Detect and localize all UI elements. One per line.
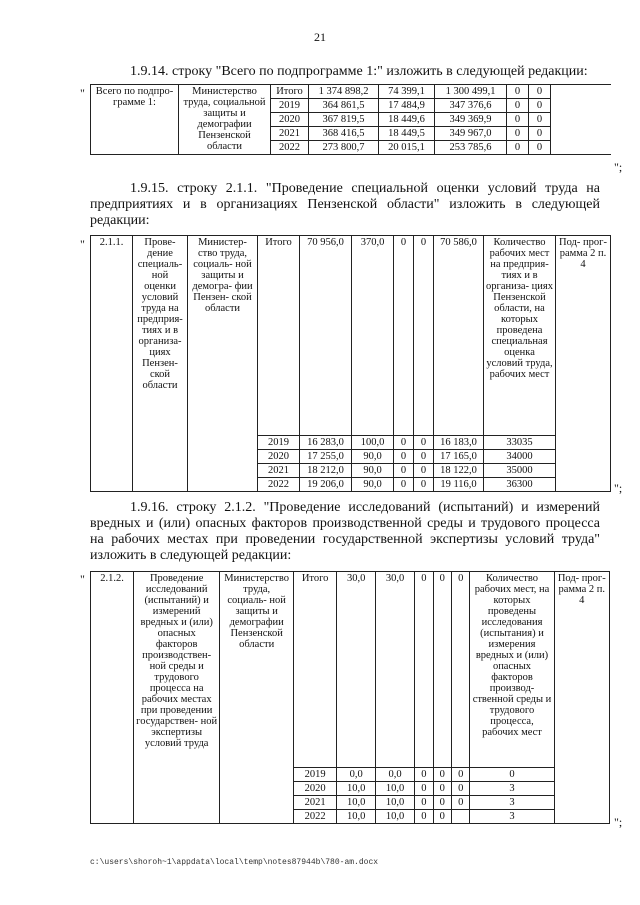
table-cell: 347 376,6 bbox=[435, 99, 507, 113]
table-cell: Итого bbox=[271, 85, 309, 99]
table-cell: 0 bbox=[507, 141, 529, 155]
table-cell: 35000 bbox=[484, 464, 556, 478]
table-cell: 0 bbox=[529, 141, 551, 155]
heading-1-9-16: 1.9.16. строку 2.1.2. "Проведение исследований (испытаний) и измерений вредных и (или) опасных факторов производственной среды и трудового процесса на рабочих местах при проведении государственной экспертизы условий труда" изложить в следующей редакции: bbox=[90, 500, 600, 563]
table-cell: 0 bbox=[394, 450, 414, 464]
table-cell: 19 206,0 bbox=[300, 478, 352, 492]
table-cell: 0 bbox=[452, 782, 470, 796]
table-cell: 0 bbox=[507, 127, 529, 141]
table-cell: 2019 bbox=[294, 768, 337, 782]
table-cell: 2020 bbox=[271, 113, 309, 127]
table-cell: Итого bbox=[258, 236, 300, 436]
table-cell: 2021 bbox=[271, 127, 309, 141]
table-cell: 0 bbox=[470, 768, 554, 782]
indicator-cell: Количество рабочих мест на предприя- тиях и в организа- циях Пензенской области, на которых проведена специальная оценка условий труда, рабочих мест bbox=[484, 236, 556, 436]
table-subprogram-total bbox=[90, 84, 611, 155]
close-quote: "; bbox=[614, 160, 623, 174]
table-cell: 0 bbox=[414, 464, 434, 478]
table-row-2-1-1 bbox=[90, 235, 611, 492]
table-cell: 370,0 bbox=[352, 236, 394, 436]
table-cell: 0 bbox=[415, 572, 433, 768]
table-cell: 1 374 898,2 bbox=[309, 85, 379, 99]
table-cell: 30,0 bbox=[337, 572, 376, 768]
table-cell: 0 bbox=[394, 464, 414, 478]
table-cell: 0 bbox=[433, 782, 451, 796]
table-cell: 2021 bbox=[294, 796, 337, 810]
table-row bbox=[91, 236, 611, 436]
table-cell: 0 bbox=[415, 768, 433, 782]
page-number: 21 bbox=[314, 30, 326, 44]
table-cell: 0 bbox=[414, 436, 434, 450]
table-row bbox=[91, 85, 611, 99]
program-cell: Под- прог- рамма 2 п. 4 bbox=[556, 236, 611, 492]
table-cell: 0 bbox=[394, 478, 414, 492]
table-cell: 70 956,0 bbox=[300, 236, 352, 436]
table-cell: 2020 bbox=[294, 782, 337, 796]
table-cell: 10,0 bbox=[337, 796, 376, 810]
table-cell: 90,0 bbox=[352, 478, 394, 492]
code-cell: 2.1.1. bbox=[91, 236, 133, 492]
code-cell: 2.1.2. bbox=[91, 572, 134, 824]
table-cell: 0 bbox=[507, 99, 529, 113]
table-cell: 70 586,0 bbox=[434, 236, 484, 436]
table-cell: 0 bbox=[394, 236, 414, 436]
table-cell: 0 bbox=[507, 113, 529, 127]
table-row bbox=[91, 572, 610, 768]
table-cell: 0 bbox=[414, 236, 434, 436]
table-cell: 0 bbox=[529, 99, 551, 113]
open-quote: " bbox=[80, 237, 85, 251]
table-cell: 3 bbox=[470, 810, 554, 824]
table-cell: 0 bbox=[452, 572, 470, 768]
table-cell: 16 283,0 bbox=[300, 436, 352, 450]
table-cell: 0 bbox=[433, 572, 451, 768]
table-cell: 2022 bbox=[294, 810, 337, 824]
table-cell: 17 255,0 bbox=[300, 450, 352, 464]
table-cell: 0 bbox=[415, 796, 433, 810]
table-cell: 18 449,5 bbox=[379, 127, 435, 141]
table-cell: 20 015,1 bbox=[379, 141, 435, 155]
open-quote: " bbox=[80, 86, 85, 100]
footer-file-path: c:\users\shoroh~1\appdata\local\temp\notes87944b\780-am.docx bbox=[90, 858, 379, 867]
table-cell: 10,0 bbox=[376, 796, 415, 810]
close-quote: "; bbox=[614, 815, 623, 829]
table-cell: 3 bbox=[470, 796, 554, 810]
heading-1-9-15: 1.9.15. строку 2.1.1. "Проведение специальной оценки условий труда на предприятиях и в организациях Пензенской области" изложить в следующей редакции: bbox=[90, 181, 600, 228]
table-cell: 18 212,0 bbox=[300, 464, 352, 478]
table-cell: 33035 bbox=[484, 436, 556, 450]
table-cell: 10,0 bbox=[376, 810, 415, 824]
table-cell: 0,0 bbox=[376, 768, 415, 782]
table-cell: 16 183,0 bbox=[434, 436, 484, 450]
table-cell: 0 bbox=[394, 436, 414, 450]
name-cell: Прове- дение специаль- ной оценки условий труда на предприя- тиях и в организа- циях Пензен- ской области bbox=[133, 236, 188, 492]
table-cell: 10,0 bbox=[337, 810, 376, 824]
ministry-cell: Министерство труда, социальной защиты и демографии Пензенской области bbox=[179, 85, 271, 155]
table-cell: 74 399,1 bbox=[379, 85, 435, 99]
table-cell: 367 819,5 bbox=[309, 113, 379, 127]
table-cell: 0,0 bbox=[337, 768, 376, 782]
indicator-cell: Количество рабочих мест, на которых проведены исследования (испытания) и измерения вредных и (или) опасных факторов производ- ственной среды и трудового процесса, рабочих мест bbox=[470, 572, 554, 768]
table-cell: 0 bbox=[433, 810, 451, 824]
table-cell: 2019 bbox=[271, 99, 309, 113]
table-cell: 349 967,0 bbox=[435, 127, 507, 141]
table-cell: 0 bbox=[433, 768, 451, 782]
table-cell bbox=[452, 810, 470, 824]
heading-1-9-14: 1.9.14. строку "Всего по подпрограмме 1:" изложить в следующей редакции: bbox=[130, 64, 588, 79]
table-cell: 2021 bbox=[258, 464, 300, 478]
table-cell: 253 785,6 bbox=[435, 141, 507, 155]
table-cell: 100,0 bbox=[352, 436, 394, 450]
table-cell: 0 bbox=[415, 782, 433, 796]
table-cell: 0 bbox=[433, 796, 451, 810]
table-cell: 30,0 bbox=[376, 572, 415, 768]
table-cell: 18 122,0 bbox=[434, 464, 484, 478]
table-cell: 0 bbox=[452, 796, 470, 810]
table-row-2-1-2 bbox=[90, 571, 610, 824]
table-cell: 3 bbox=[470, 782, 554, 796]
program-cell: Под- прог- рамма 2 п. 4 bbox=[554, 572, 609, 824]
table-cell: 2022 bbox=[258, 478, 300, 492]
table-cell: 273 800,7 bbox=[309, 141, 379, 155]
table-cell: 1 300 499,1 bbox=[435, 85, 507, 99]
table-cell: 17 484,9 bbox=[379, 99, 435, 113]
table-cell: 2022 bbox=[271, 141, 309, 155]
table-cell: 364 861,5 bbox=[309, 99, 379, 113]
ministry-cell: Министер- ство труда, социаль- ной защиты и демогра- фии Пензен- ской области bbox=[188, 236, 258, 492]
row-label: Всего по подпро- грамме 1: bbox=[91, 85, 179, 155]
table-cell: 90,0 bbox=[352, 464, 394, 478]
close-quote: "; bbox=[614, 481, 623, 495]
table-cell: 18 449,6 bbox=[379, 113, 435, 127]
table-cell: 10,0 bbox=[337, 782, 376, 796]
table-cell: 0 bbox=[415, 810, 433, 824]
table-cell: 36300 bbox=[484, 478, 556, 492]
table-cell: 0 bbox=[452, 768, 470, 782]
table-cell: 0 bbox=[414, 450, 434, 464]
table-cell: 0 bbox=[414, 478, 434, 492]
table-cell: 34000 bbox=[484, 450, 556, 464]
table-cell: Итого bbox=[294, 572, 337, 768]
table-cell: 10,0 bbox=[376, 782, 415, 796]
ministry-cell: Министерство труда, социаль- ной защиты и демографии Пензенской области bbox=[220, 572, 294, 824]
table-cell: 0 bbox=[529, 113, 551, 127]
table-cell: 19 116,0 bbox=[434, 478, 484, 492]
table-cell: 349 369,9 bbox=[435, 113, 507, 127]
empty-cell bbox=[551, 85, 611, 155]
table-cell: 2019 bbox=[258, 436, 300, 450]
table-cell: 90,0 bbox=[352, 450, 394, 464]
table-cell: 368 416,5 bbox=[309, 127, 379, 141]
table-cell: 17 165,0 bbox=[434, 450, 484, 464]
table-cell: 0 bbox=[507, 85, 529, 99]
table-cell: 0 bbox=[529, 85, 551, 99]
table-cell: 2020 bbox=[258, 450, 300, 464]
open-quote: " bbox=[80, 572, 85, 586]
name-cell: Проведение исследований (испытаний) и измерений вредных и (или) опасных факторов производствен- ной среды и трудового процесса на рабочих местах при проведении государствен- ной экспертизы условий труда bbox=[134, 572, 220, 824]
table-cell: 0 bbox=[529, 127, 551, 141]
